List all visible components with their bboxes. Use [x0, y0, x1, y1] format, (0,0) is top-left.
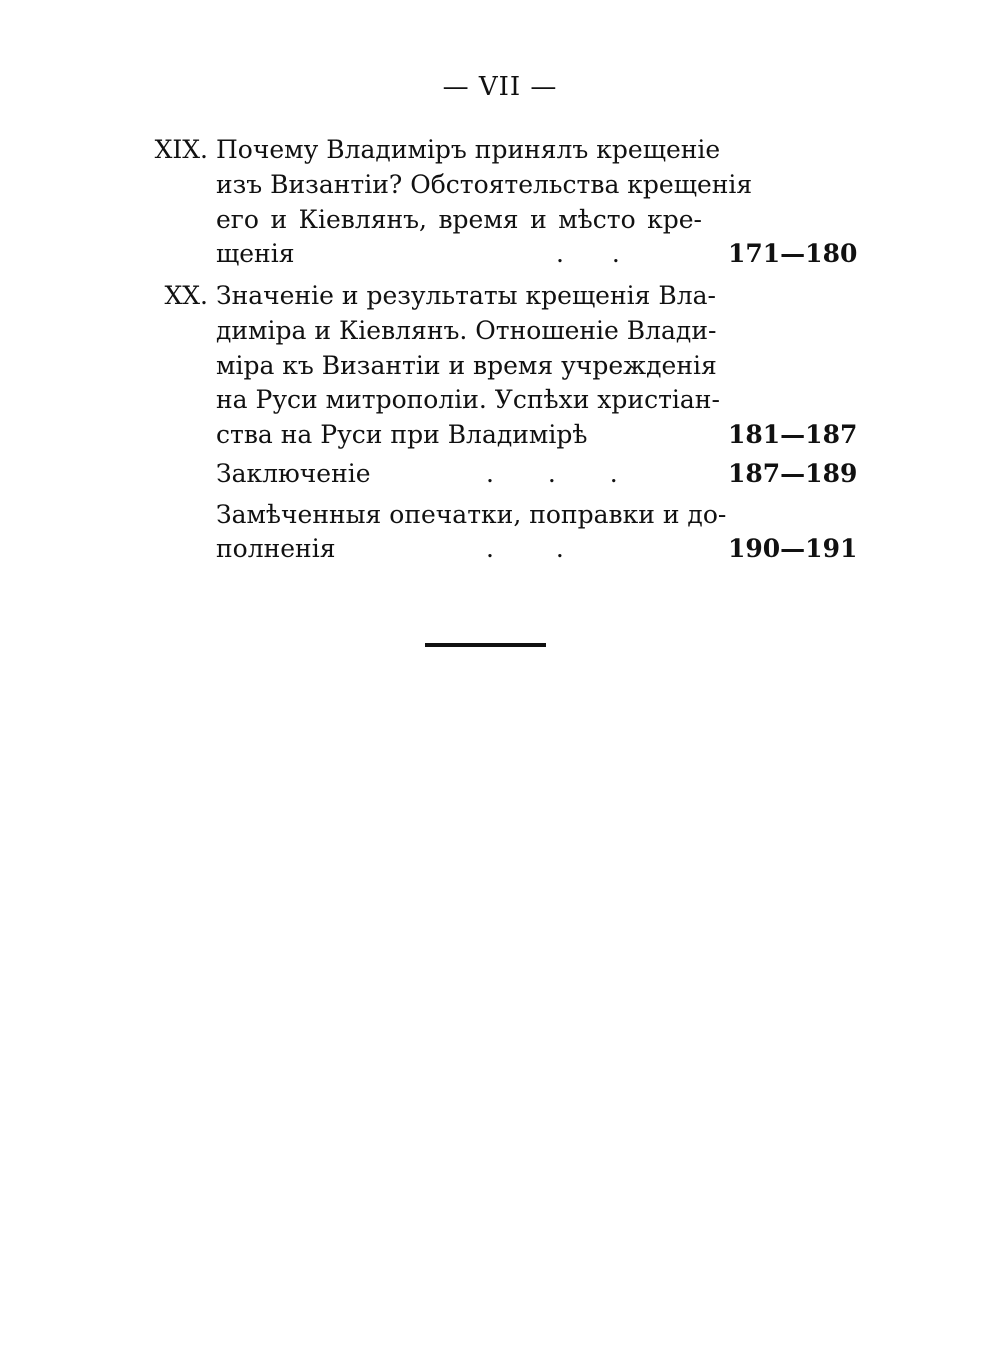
toc-entry-19-line-2 — [0, 168, 1000, 202]
entry-numeral: XX. — [164, 281, 208, 310]
page-range: 187—189 — [728, 459, 858, 488]
entry-text-line: міра къ Византіи и время учрежденія — [216, 351, 717, 380]
toc-entry-19 — [0, 133, 1000, 167]
entry-text-line: его и Кіевлянъ, время и мѣсто кре- — [216, 205, 702, 234]
entry-numeral: XIX. — [154, 135, 208, 164]
toc-entry-19-line-4 — [0, 237, 1000, 271]
toc-entry-20-line-5 — [0, 418, 1000, 452]
entry-text-line: Значеніе и результаты крещенія Вла- — [216, 281, 716, 310]
page-range: 171—180 — [728, 239, 858, 268]
entry-text-line: на Руси митрополіи. Успѣхи христіан- — [216, 385, 720, 414]
entry-text-line: Заключеніе — [216, 459, 371, 488]
toc-entry-errata-line-2 — [0, 532, 1000, 566]
toc-entry-errata — [0, 498, 1000, 532]
entry-text-line: Замѣченныя опечатки, поправки и до- — [216, 500, 727, 529]
toc-entry-20 — [0, 279, 1000, 313]
leader-dots: . . . — [486, 459, 618, 488]
entry-text-line: ства на Руси при Владимірѣ — [216, 420, 588, 449]
page-range: 181—187 — [728, 420, 858, 449]
leader-dots: . . — [556, 239, 620, 268]
entry-text-line: щенія — [216, 239, 295, 268]
toc-entry-20-line-2 — [0, 314, 1000, 348]
entry-text-line: Почему Владиміръ принялъ крещеніе — [216, 135, 721, 164]
toc-entry-conclusion — [0, 457, 1000, 491]
entry-text-line: полненія — [216, 534, 336, 563]
closing-rule — [425, 643, 546, 647]
page-range: 190—191 — [728, 534, 858, 563]
toc-entry-20-line-3 — [0, 349, 1000, 383]
entry-text-line: изъ Византіи? Обстоятельства крещенія — [216, 170, 753, 199]
entry-text-line: диміра и Кіевлянъ. Отношеніе Влади- — [216, 316, 717, 345]
toc-entry-20-line-4 — [0, 383, 1000, 417]
page-number: — VII — — [442, 72, 558, 102]
toc-entry-19-line-3 — [0, 203, 1000, 237]
leader-dots: . . — [486, 534, 564, 563]
